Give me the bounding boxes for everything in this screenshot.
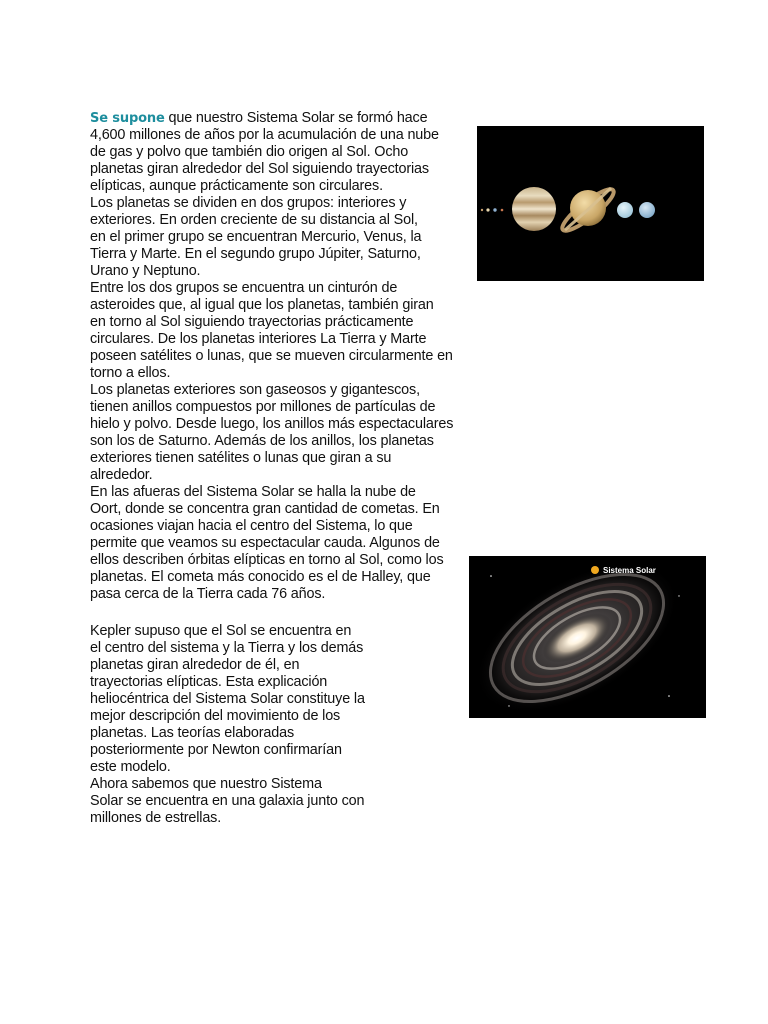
text-line: asteroides que, al igual que los planetas, también giran <box>90 297 434 313</box>
text-line: Ahora sabemos que nuestro Sistema <box>90 776 322 792</box>
text-line: exteriores tienen satélites o lunas que giran a su <box>90 450 392 466</box>
text-line: planetas giran alrededor de él, en <box>90 657 300 673</box>
text-line: En las afueras del Sistema Solar se halla la nube de <box>90 484 416 500</box>
text-line: Entre los dos grupos se encuentra un cinturón de <box>90 280 398 296</box>
mercury-icon <box>481 209 483 211</box>
neptune-icon <box>639 202 655 218</box>
galaxy-illustration <box>469 556 706 718</box>
text-line: circulares. De los planetas interiores La Tierra y Marte <box>90 331 427 347</box>
text-line: este modelo. <box>90 759 171 775</box>
galaxy-label: Sistema Solar <box>603 566 656 575</box>
text-line: Oort, donde se concentra gran cantidad de cometas. En <box>90 501 440 517</box>
text-line: de gas y polvo que también dio origen al Sol. Ocho <box>90 144 409 160</box>
text-line: millones de estrellas. <box>90 810 222 826</box>
text-line: Los planetas se dividen en dos grupos: interiores y <box>90 195 407 211</box>
text-line: pasa cerca de la Tierra cada 76 años. <box>90 586 326 602</box>
text-line: tienen anillos compuestos por millones de partículas de <box>90 399 436 415</box>
earth-icon <box>493 208 496 211</box>
uranus-icon <box>617 202 633 218</box>
text-line: 4,600 millones de años por la acumulación de una nube <box>90 127 439 143</box>
text-line: Tierra y Marte. En el segundo grupo Júpiter, Saturno, <box>90 246 421 262</box>
lead-phrase: Se supone <box>90 111 165 126</box>
text-line: permite que veamos su espectacular cauda. Algunos de <box>90 535 440 551</box>
galaxy-image <box>469 556 706 718</box>
text-line: planetas. Las teorías elaboradas <box>90 725 295 741</box>
text-line: el centro del sistema y la Tierra y los demás <box>90 640 364 656</box>
text-line: en el primer grupo se encuentran Mercurio, Venus, la <box>90 229 422 245</box>
text-line: elípticas, aunque prácticamente son circulares. <box>90 178 383 194</box>
text-line: trayectorias elípticas. Esta explicación <box>90 674 328 690</box>
planets-illustration <box>477 126 704 281</box>
text-line: alrededor. <box>90 467 153 483</box>
text-line: Solar se encuentra en una galaxia junto con <box>90 793 365 809</box>
mars-icon <box>501 209 504 212</box>
venus-icon <box>486 208 489 211</box>
paragraph-kepler <box>90 623 365 827</box>
text-line: hielo y polvo. Desde luego, los anillos más espectaculares <box>90 416 454 432</box>
text-line: son los de Saturno. Además de los anillos, los planetas <box>90 433 434 449</box>
sun-marker-icon <box>591 566 599 574</box>
text-line: planetas giran alrededor del Sol siguiendo trayectorias <box>90 161 429 177</box>
paragraph-solar-system <box>90 110 453 603</box>
planets-image <box>477 126 704 281</box>
text-line: mejor descripción del movimiento de los <box>90 708 341 724</box>
text-line: posteriormente por Newton confirmarían <box>90 742 342 758</box>
text-line: ellos describen órbitas elípticas en torno al Sol, como los <box>90 552 444 568</box>
text-line: Kepler supuso que el Sol se encuentra en <box>90 623 352 639</box>
text-line: exteriores. En orden creciente de su distancia al Sol, <box>90 212 418 228</box>
text-line: poseen satélites o lunas, que se mueven circularmente en <box>90 348 453 364</box>
jupiter-icon <box>512 187 556 231</box>
text-line: Los planetas exteriores son gaseosos y gigantescos, <box>90 382 420 398</box>
text-line: planetas. El cometa más conocido es el de Halley, que <box>90 569 431 585</box>
text-line: torno a ellos. <box>90 365 171 381</box>
text-line: Se supone que nuestro Sistema Solar se formó hace <box>90 110 428 126</box>
text-line: en torno al Sol siguiendo trayectorias prácticamente <box>90 314 414 330</box>
text-line: ocasiones viajan hacia el centro del Sistema, lo que <box>90 518 413 534</box>
text-line: heliocéntrica del Sistema Solar constituye la <box>90 691 365 707</box>
text-line: Urano y Neptuno. <box>90 263 201 279</box>
